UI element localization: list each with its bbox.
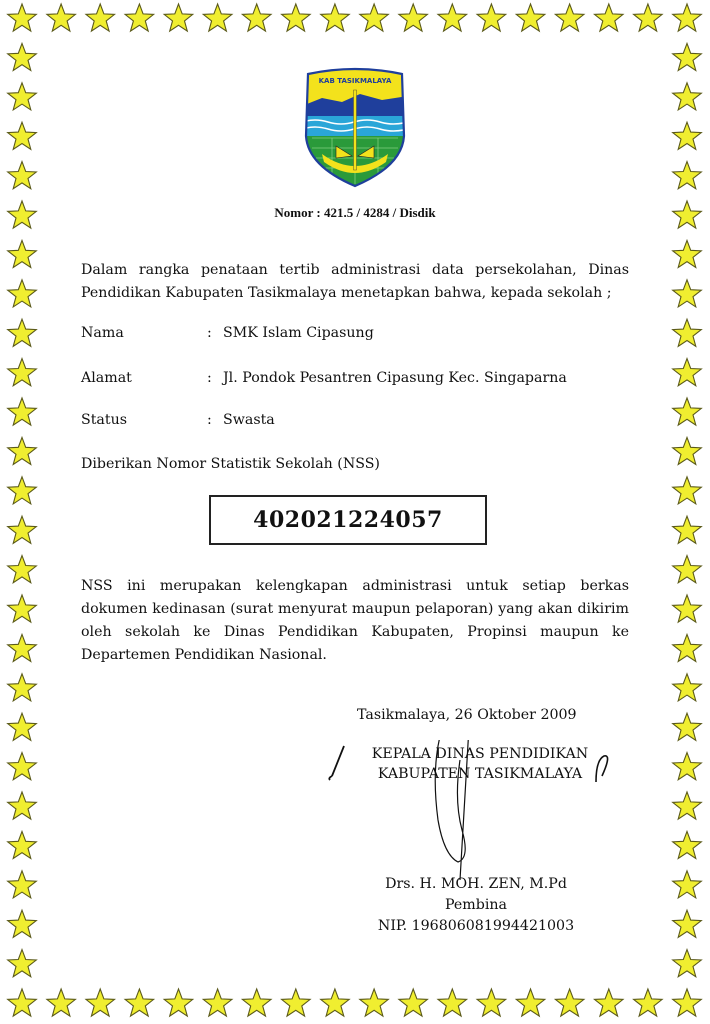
star-icon [673,831,702,858]
star-icon [673,43,702,70]
star-icon [673,437,702,464]
star-icon [673,556,702,583]
star-icon [125,989,154,1016]
star-icon [242,989,271,1016]
star-icon [673,4,702,31]
star-icon [516,989,545,1016]
star-icon [8,240,37,267]
star-icon [8,595,37,622]
star-icon [673,359,702,386]
star-icon [8,477,37,504]
svg-text:KAB TASIKMALAYA: KAB TASIKMALAYA [318,77,392,85]
intro-paragraph: Dalam rangka penataan tertib administrasi data persekolahan, Dinas Pendidikan Kabupaten Tasikmalaya menetapkan bahwa, kepada sekolah ; [81,262,629,301]
star-icon [8,516,37,543]
star-icon [47,989,76,1016]
star-icon [8,950,37,977]
field-value: Jl. Pondok Pesantren Cipasung Kec. Singaparna [223,370,567,386]
star-icon [8,674,37,701]
handwritten-signature [320,740,630,890]
official-name: Drs. H. MOH. ZEN, M.Pd [385,876,567,892]
star-icon [360,4,389,31]
star-icon [673,871,702,898]
star-icon [477,989,506,1016]
star-icon [8,910,37,937]
star-icon [8,83,37,110]
star-icon [555,989,584,1016]
star-icon [86,989,115,1016]
star-icon [321,4,350,31]
star-icon [673,910,702,937]
star-icon [673,477,702,504]
official-identity [330,874,622,937]
star-icon [595,989,624,1016]
star-icon [164,4,193,31]
star-icon [399,4,428,31]
star-icon [8,713,37,740]
star-icon [203,4,232,31]
star-icon [321,989,350,1016]
star-icon [673,122,702,149]
star-icon [673,674,702,701]
star-icon [8,280,37,307]
field-colon: : [207,325,212,341]
nss-number: 402021224057 [253,507,443,533]
star-icon [8,4,37,31]
field-label: Status [81,412,127,428]
star-icon [673,950,702,977]
star-icon [673,319,702,346]
star-icon [438,4,467,31]
star-icon [673,398,702,425]
star-icon [47,4,76,31]
star-icon [282,989,311,1016]
place-date: Tasikmalaya, 26 Oktober 2009 [357,707,577,723]
field-label: Nama [81,325,124,341]
nss-number-box [209,495,487,545]
star-icon [242,4,271,31]
field-colon: : [207,370,212,386]
star-icon [673,516,702,543]
star-icon [8,359,37,386]
star-icon [8,634,37,661]
star-icon [673,83,702,110]
star-icon [8,831,37,858]
star-icon [8,398,37,425]
star-icon [634,989,663,1016]
star-icon [8,162,37,189]
star-icon [8,753,37,780]
field-value: SMK Islam Cipasung [223,325,374,341]
star-icon [673,753,702,780]
star-icon [8,122,37,149]
star-icon [555,4,584,31]
star-icon [8,556,37,583]
star-icon [673,240,702,267]
closing-paragraph: NSS ini merupakan kelengkapan administrasi untuk setiap berkas dokumen kedinasan (surat menyurat maupun pelaporan) yang akan dikirim oleh sekolah ke Dinas Pendidikan Kabupaten, Propinsi maupun ke Departemen Pendidikan Nasional. [81,578,629,663]
star-icon [438,989,467,1016]
star-icon [516,4,545,31]
star-icon [8,871,37,898]
official-title-line1: KEPALA DINAS PENDIDIKAN [371,746,589,762]
nss-label: Diberikan Nomor Statistik Sekolah (NSS) [81,456,380,472]
star-icon [673,162,702,189]
star-icon [399,989,428,1016]
star-icon [8,43,37,70]
official-rank: Pembina [445,897,507,913]
star-icon [477,4,506,31]
star-icon [673,280,702,307]
star-icon [164,989,193,1016]
star-icon [8,319,37,346]
star-icon [595,4,624,31]
star-icon [8,792,37,819]
official-nip: NIP. 196806081994421003 [377,918,575,934]
official-title-line2: KABUPATEN TASIKMALAYA [377,766,583,782]
star-icon [86,4,115,31]
star-icon [634,4,663,31]
star-icon [673,595,702,622]
field-label: Alamat [81,370,132,386]
field-value: Swasta [223,412,275,428]
star-icon [8,989,37,1016]
star-icon [203,989,232,1016]
field-colon: : [207,412,212,428]
star-icon [360,989,389,1016]
star-icon [673,634,702,661]
star-icon [673,989,702,1016]
kab-tasikmalaya-emblem [302,66,408,188]
star-icon [673,713,702,740]
star-icon [125,4,154,31]
star-icon [8,437,37,464]
star-icon [282,4,311,31]
document-number: Nomor : 421.5 / 4284 / Disdik [274,205,436,220]
star-icon [673,792,702,819]
